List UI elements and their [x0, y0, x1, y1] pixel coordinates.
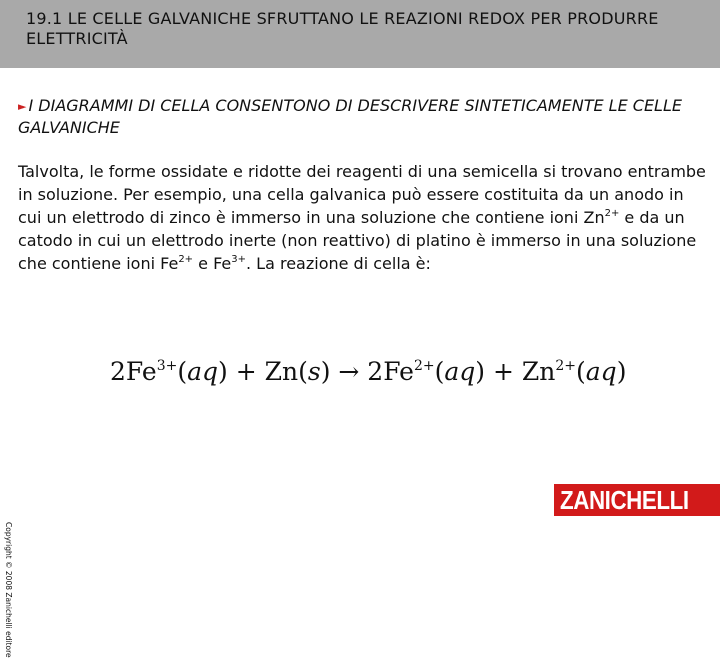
eq-paren-open-1: ( — [177, 357, 188, 386]
eq-state-aq-2: aq — [444, 357, 476, 386]
eq-paren-open-2: ( — [434, 357, 445, 386]
body-text-1: Talvolta, le forme ossidate e ridotte dei reagenti di una semicella si trovano entrambe in soluzione. Per esempio, una cella galvanica può essere costituita da un anodo in cui un elettrodo di zinco è immerso in una soluzione che contiene ioni Zn — [18, 162, 706, 227]
eq-charge-zn2: 2+ — [555, 358, 577, 374]
section-subtitle — [18, 95, 708, 138]
eq-arrow-fe2: ) → 2Fe — [320, 357, 414, 386]
eq-fe-3: 2Fe — [110, 357, 157, 386]
body-text-4: . La reazione di cella è: — [246, 254, 431, 273]
header-bar — [0, 0, 720, 68]
eq-state-s: s — [307, 357, 321, 386]
eq-plus-zn2: ) + Zn — [475, 357, 556, 386]
body-text-2: e da un catodo in cui un elettrodo inerte (non reattivo) di platino è immerso in una soluzione che contiene ioni Fe — [18, 208, 697, 273]
logo-text: ZANICHELLI — [560, 485, 689, 515]
cell-reaction-equation — [110, 350, 710, 394]
zn-charge: 2+ — [604, 208, 620, 219]
eq-state-aq-1: aq — [187, 357, 219, 386]
eq-state-aq-3: aq — [585, 357, 617, 386]
eq-charge-fe2: 2+ — [413, 358, 435, 374]
triangle-bullet-icon: ► — [18, 100, 27, 113]
eq-plus-zn: ) + Zn( — [218, 357, 308, 386]
body-paragraph — [18, 160, 708, 275]
fe-charge-3: 3+ — [231, 254, 246, 265]
copyright-notice: Copyright © 2008 Zanichelli editore — [4, 522, 13, 658]
eq-paren-open-3: ( — [576, 357, 586, 386]
body-text-3: e Fe — [193, 254, 232, 273]
eq-charge-fe3: 3+ — [156, 358, 178, 374]
eq-paren-close: ) — [616, 357, 627, 386]
fe-charge-2: 2+ — [178, 254, 194, 265]
zanichelli-logo — [554, 484, 720, 516]
slide-title: 19.1 LE CELLE GALVANICHE SFRUTTANO LE REAZIONI REDOX PER PRODURRE ELETTRICITÀ — [26, 9, 659, 48]
subtitle-text: I DIAGRAMMI DI CELLA CONSENTONO DI DESCRIVERE SINTETICAMENTE LE CELLE GALVANICHE — [18, 96, 682, 137]
